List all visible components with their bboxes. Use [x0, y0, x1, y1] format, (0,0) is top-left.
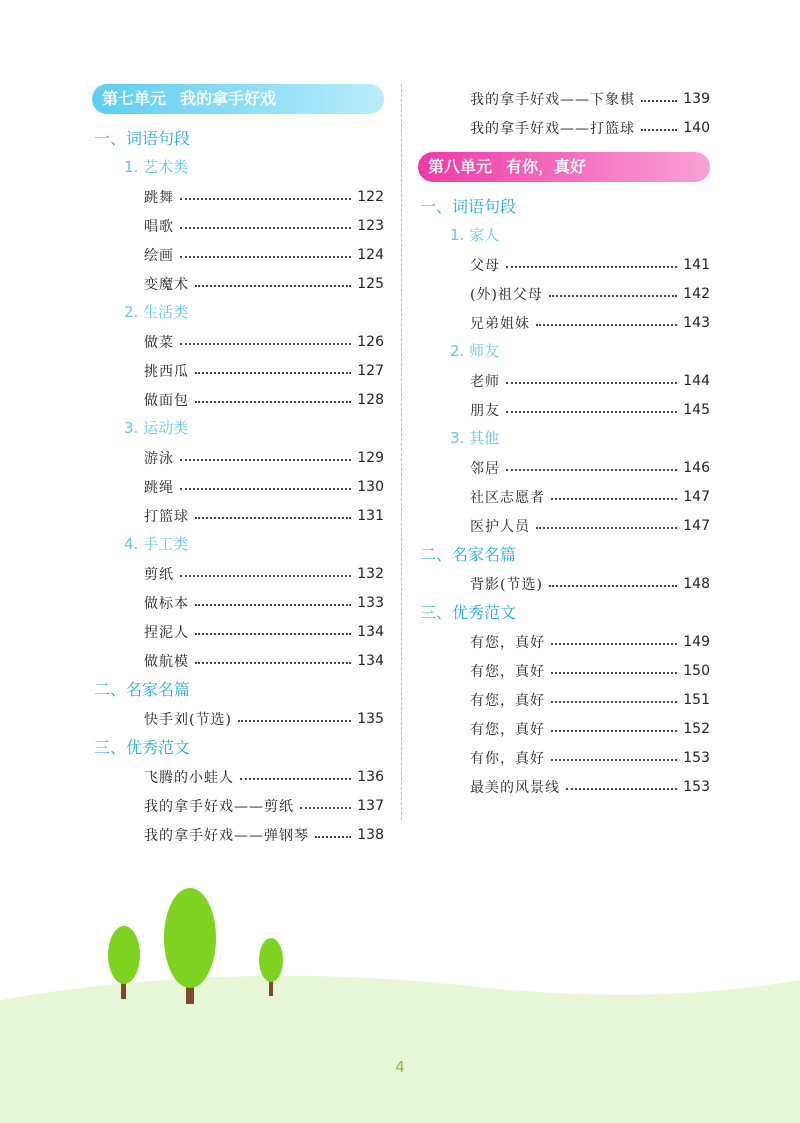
entry-title: 绘画	[144, 247, 174, 264]
entry-list	[418, 250, 710, 337]
entry-page-number: 128	[357, 391, 384, 408]
unit-title: 有你，真好	[506, 157, 587, 176]
entry-page-number: 134	[357, 652, 384, 669]
category-title: 2. 师友	[450, 342, 500, 360]
entry-list	[418, 366, 710, 424]
entry-title: 有你，真好	[470, 750, 545, 767]
entry-list	[92, 559, 384, 675]
entry-title: 有您，真好	[470, 663, 545, 680]
toc-entry[interactable]	[92, 240, 384, 269]
dot-leader	[641, 129, 677, 131]
page-number: 4	[395, 1058, 405, 1076]
entry-title: 游泳	[144, 450, 174, 467]
section-title: 二、名家名篇	[420, 545, 517, 564]
entry-title: 邻居	[470, 460, 500, 477]
section-title: 三、优秀范文	[420, 603, 517, 622]
entry-page-number: 137	[357, 797, 384, 814]
entry-page-number: 127	[357, 362, 384, 379]
toc-entry[interactable]	[418, 511, 710, 540]
dot-leader	[180, 488, 351, 490]
entry-page-number: 149	[683, 633, 710, 650]
entry-page-number: 133	[357, 594, 384, 611]
category-title: 3. 其他	[450, 429, 500, 447]
entry-list	[92, 443, 384, 530]
entry-list	[418, 627, 710, 801]
toc-entry[interactable]	[92, 704, 384, 733]
dot-leader	[195, 372, 351, 374]
entry-list	[92, 327, 384, 414]
entry-page-number: 143	[683, 314, 710, 331]
toc-entry[interactable]	[92, 617, 384, 646]
toc-entry[interactable]	[418, 656, 710, 685]
dot-leader	[536, 527, 677, 529]
dot-leader	[195, 633, 351, 635]
section-title: 三、优秀范文	[94, 738, 191, 757]
toc-entry[interactable]	[92, 559, 384, 588]
entry-page-number: 129	[357, 449, 384, 466]
entry-title: 社区志愿者	[470, 489, 545, 506]
category-title: 1. 艺术类	[124, 158, 189, 176]
dot-leader	[506, 266, 677, 268]
entry-page-number: 146	[683, 459, 710, 476]
toc-entry[interactable]	[92, 588, 384, 617]
dot-leader	[549, 585, 677, 587]
dot-leader	[566, 788, 677, 790]
entry-title: 跳绳	[144, 479, 174, 496]
dot-leader	[240, 778, 351, 780]
dot-leader	[180, 198, 351, 200]
entry-title: 有您，真好	[470, 634, 545, 651]
entry-page-number: 142	[683, 285, 710, 302]
entry-page-number: 134	[357, 623, 384, 640]
toc-entry[interactable]	[92, 385, 384, 414]
entry-page-number: 130	[357, 478, 384, 495]
toc-entry[interactable]	[92, 211, 384, 240]
entry-title: 做标本	[144, 595, 189, 612]
entry-title: 快手刘(节选)	[144, 711, 232, 728]
entry-page-number: 150	[683, 662, 710, 679]
entry-title: 剪纸	[144, 566, 174, 583]
entry-page-number: 135	[357, 710, 384, 727]
dot-leader	[551, 643, 677, 645]
entry-title: 老师	[470, 373, 500, 390]
entry-title: 唱歌	[144, 218, 174, 235]
unit-8-banner[interactable]	[418, 152, 710, 182]
entry-page-number: 141	[683, 256, 710, 273]
entry-page-number: 139	[683, 90, 710, 107]
entry-page-number: 122	[357, 188, 384, 205]
entry-page-number: 144	[683, 372, 710, 389]
entry-title: 我的拿手好戏——打篮球	[470, 120, 635, 137]
toc-entry[interactable]	[92, 762, 384, 791]
unit-7-banner[interactable]	[92, 84, 384, 114]
entry-title: 医护人员	[470, 518, 530, 535]
category-title: 4. 手工类	[124, 535, 189, 553]
toc-entry[interactable]	[92, 646, 384, 675]
toc-entry[interactable]	[418, 308, 710, 337]
dot-leader	[506, 382, 677, 384]
dot-leader	[180, 575, 351, 577]
toc-entry[interactable]	[418, 279, 710, 308]
unit-number: 第八单元	[428, 157, 493, 176]
section-title: 一、词语句段	[420, 197, 517, 216]
entry-title: 打篮球	[144, 508, 189, 525]
entry-page-number: 152	[683, 720, 710, 737]
entry-page-number: 145	[683, 401, 710, 418]
dot-leader	[180, 459, 351, 461]
entry-title: 兄弟姐妹	[470, 315, 530, 332]
toc-entry[interactable]	[92, 356, 384, 385]
entry-title: 有您，真好	[470, 692, 545, 709]
entry-page-number: 131	[357, 507, 384, 524]
entry-title: 我的拿手好戏——下象棋	[470, 91, 635, 108]
entry-list	[92, 762, 384, 849]
toc-entry[interactable]	[92, 182, 384, 211]
toc-entry[interactable]	[92, 327, 384, 356]
toc-entry[interactable]	[418, 250, 710, 279]
toc-entry[interactable]	[418, 482, 710, 511]
entry-title: 朋友	[470, 402, 500, 419]
entry-title: 捏泥人	[144, 624, 189, 641]
toc-entry[interactable]	[418, 685, 710, 714]
entry-page-number: 147	[683, 488, 710, 505]
dot-leader	[641, 100, 677, 102]
section-title: 一、词语句段	[94, 129, 191, 148]
entry-title: 最美的风景线	[470, 779, 560, 796]
entry-list	[92, 704, 384, 733]
entry-page-number: 153	[683, 778, 710, 795]
dot-leader	[238, 720, 351, 722]
dot-leader	[536, 324, 677, 326]
unit-title: 我的拿手好戏	[180, 89, 277, 108]
entry-title: 飞腾的小蛙人	[144, 769, 234, 786]
unit-number: 第七单元	[102, 89, 167, 108]
entry-page-number: 126	[357, 333, 384, 350]
entry-title: 做面包	[144, 392, 189, 409]
category-title: 1. 家人	[450, 226, 500, 244]
dot-leader	[551, 730, 677, 732]
toc-entry[interactable]	[92, 269, 384, 298]
entry-list	[418, 453, 710, 540]
toc-entry[interactable]	[92, 501, 384, 530]
toc-entry[interactable]	[418, 84, 710, 113]
entry-title: 我的拿手好戏——弹钢琴	[144, 827, 309, 844]
category-title: 2. 生活类	[124, 303, 189, 321]
entry-title: 父母	[470, 257, 500, 274]
toc-entry[interactable]	[92, 791, 384, 820]
column-divider	[401, 84, 402, 820]
dot-leader	[180, 256, 351, 258]
dot-leader	[506, 469, 677, 471]
dot-leader	[180, 343, 351, 345]
entry-title: 我的拿手好戏——剪纸	[144, 798, 294, 815]
dot-leader	[551, 498, 677, 500]
dot-leader	[195, 517, 351, 519]
dot-leader	[195, 285, 351, 287]
entry-title: 背影(节选)	[470, 576, 543, 593]
toc-entry[interactable]	[418, 743, 710, 772]
toc-entry[interactable]	[418, 772, 710, 801]
entry-title: 有您，真好	[470, 721, 545, 738]
toc-entry[interactable]	[92, 820, 384, 849]
dot-leader	[195, 662, 351, 664]
toc-entry[interactable]	[418, 113, 710, 142]
dot-leader	[551, 759, 677, 761]
entry-page-number: 148	[683, 575, 710, 592]
toc-entry[interactable]	[418, 453, 710, 482]
dot-leader	[195, 401, 351, 403]
section-title: 二、名家名篇	[94, 680, 191, 699]
category-title: 3. 运动类	[124, 419, 189, 437]
entry-page-number: 140	[683, 119, 710, 136]
entry-page-number: 136	[357, 768, 384, 785]
toc-entry[interactable]	[418, 714, 710, 743]
toc-column-left	[92, 84, 384, 849]
scenery-illustration	[0, 860, 800, 1123]
entry-page-number: 132	[357, 565, 384, 582]
dot-leader	[195, 604, 351, 606]
toc-entry[interactable]	[92, 472, 384, 501]
toc-entry[interactable]	[418, 569, 710, 598]
entry-page-number: 124	[357, 246, 384, 263]
entry-page-number: 123	[357, 217, 384, 234]
dot-leader	[551, 672, 677, 674]
entry-page-number: 151	[683, 691, 710, 708]
entry-title: 做菜	[144, 334, 174, 351]
dot-leader	[549, 295, 677, 297]
dot-leader	[506, 411, 677, 413]
dot-leader	[300, 807, 351, 809]
toc-column-right	[418, 84, 710, 801]
entry-title: 做航模	[144, 653, 189, 670]
toc-entry[interactable]	[418, 395, 710, 424]
hill	[0, 976, 800, 1123]
entry-list	[418, 569, 710, 598]
entry-title: (外)祖父母	[470, 286, 543, 303]
entry-page-number: 147	[683, 517, 710, 534]
entry-page-number: 138	[357, 826, 384, 843]
entry-title: 跳舞	[144, 189, 174, 206]
entry-title: 挑西瓜	[144, 363, 189, 380]
dot-leader	[180, 227, 351, 229]
toc-entry[interactable]	[92, 443, 384, 472]
entry-page-number: 153	[683, 749, 710, 766]
entry-title: 变魔术	[144, 276, 189, 293]
toc-entry[interactable]	[418, 366, 710, 395]
entry-list	[418, 84, 710, 142]
entry-page-number: 125	[357, 275, 384, 292]
dot-leader	[551, 701, 677, 703]
entry-list	[92, 182, 384, 298]
dot-leader	[315, 836, 351, 838]
toc-entry[interactable]	[418, 627, 710, 656]
